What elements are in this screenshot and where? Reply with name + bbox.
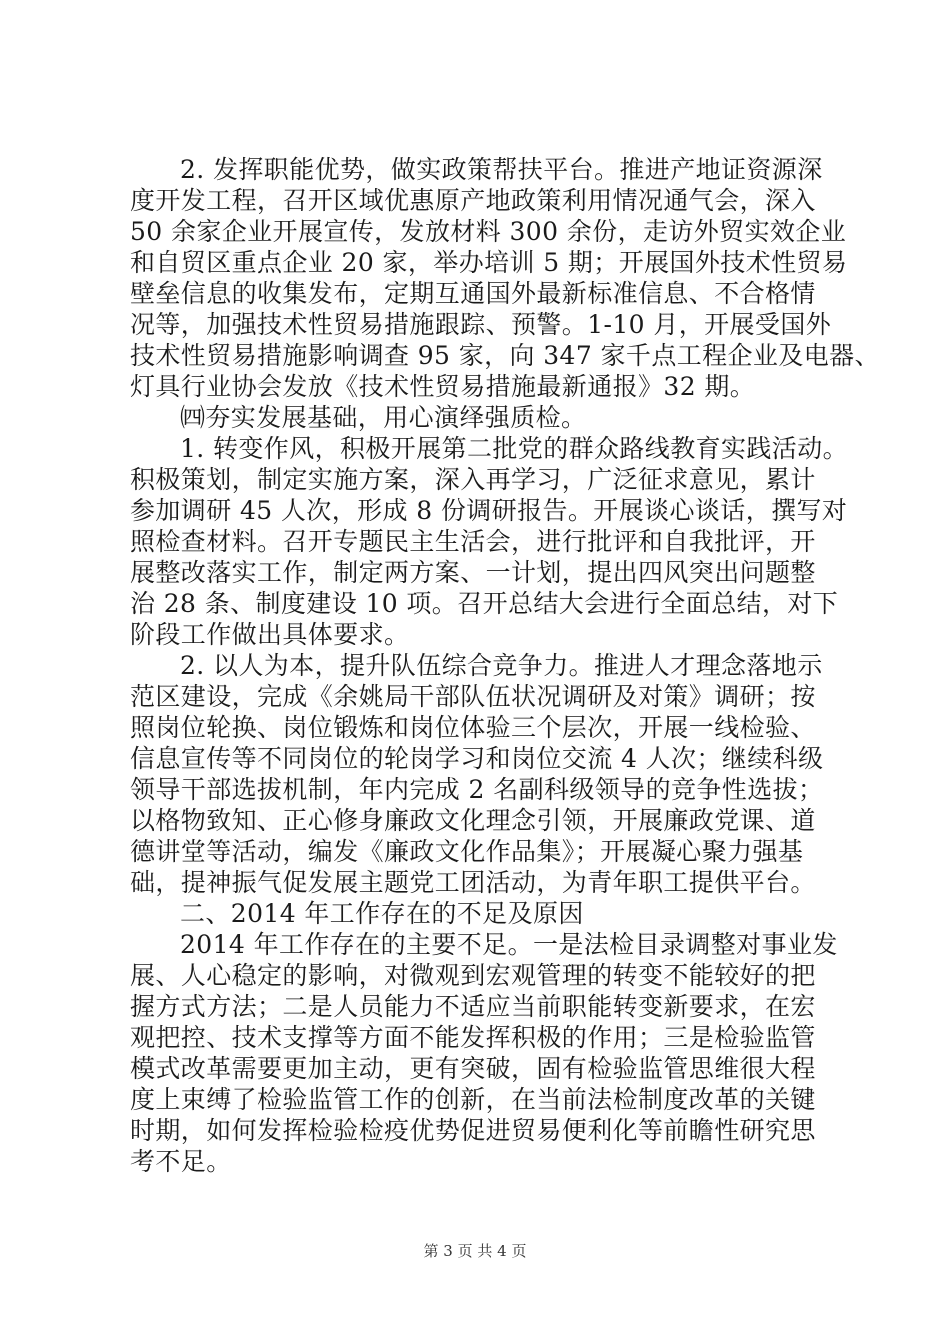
paragraph-line: 照检查材料。召开专题民主生活会，进行批评和自我批评，开 (130, 527, 816, 556)
paragraph-line: 考不足。 (130, 1147, 232, 1176)
paragraph-line: 2014 年工作存在的主要不足。一是法检目录调整对事业发 (180, 930, 838, 959)
paragraph-line: 灯具行业协会发放《技术性贸易措施最新通报》32 期。 (130, 372, 756, 401)
paragraph-line: 参加调研 45 人次，形成 8 份调研报告。开展谈心谈话，撰写对 (130, 496, 848, 525)
paragraph-line: 50 余家企业开展宣传，发放材料 300 余份，走访外贸实效企业 (130, 217, 847, 246)
document-body (130, 154, 880, 1177)
paragraph-line: 阶段工作做出具体要求。 (130, 620, 410, 649)
paragraph-line: 和自贸区重点企业 20 家，举办培训 5 期；开展国外技术性贸易 (130, 248, 848, 277)
paragraph-line: 技术性贸易措施影响调查 95 家，向 347 家千点工程企业及电器、 (130, 341, 880, 370)
paragraph-line: 照岗位轮换、岗位锻炼和岗位体验三个层次，开展一线检验、 (130, 713, 816, 742)
paragraph-line: 范区建设，完成《余姚局干部队伍状况调研及对策》调研；按 (130, 682, 816, 711)
paragraph-line: 2. 以人为本，提升队伍综合竞争力。推进人才理念落地示 (180, 651, 823, 680)
paragraph-line: 展整改落实工作，制定两方案、一计划，提出四风突出问题整 (130, 558, 816, 587)
paragraph-line: 德讲堂等活动，编发《廉政文化作品集》；开展凝心聚力强基 (130, 837, 804, 866)
paragraph-line: 度上束缚了检验监管工作的创新，在当前法检制度改革的关键 (130, 1085, 816, 1114)
paragraph-line: 积极策划，制定实施方案，深入再学习，广泛征求意见，累计 (130, 465, 816, 494)
paragraph-line: 观把控、技术支撑等方面不能发挥积极的作用；三是检验监管 (130, 1023, 816, 1052)
paragraph-line: 2. 发挥职能优势，做实政策帮扶平台。推进产地证资源深 (180, 155, 823, 184)
paragraph-line: 1. 转变作风，积极开展第二批党的群众路线教育实践活动。 (180, 434, 849, 463)
paragraph-line: 壁垒信息的收集发布，定期互通国外最新标准信息、不合格情 (130, 279, 816, 308)
paragraph-line: 展、人心稳定的影响，对微观到宏观管理的转变不能较好的把 (130, 961, 816, 990)
paragraph-line: 况等，加强技术性贸易措施跟踪、预警。1-10 月，开展受国外 (130, 310, 832, 339)
paragraph-line: 以格物致知、正心修身廉政文化理念引领，开展廉政党课、道 (130, 806, 816, 835)
page-footer: 第 3 页 共 4 页 (423, 1242, 527, 1260)
paragraph-line: 础，提神振气促发展主题党工团活动，为青年职工提供平台。 (130, 868, 816, 897)
paragraph-line: 领导干部选拔机制，年内完成 2 名副科级领导的竞争性选拔； (130, 775, 824, 804)
paragraph-line: 治 28 条、制度建设 10 项。召开总结大会进行全面总结，对下 (130, 589, 839, 618)
paragraph-line: 信息宣传等不同岗位的轮岗学习和岗位交流 4 人次；继续科级 (130, 744, 824, 773)
section-heading: 二、2014 年工作存在的不足及原因 (180, 899, 584, 928)
paragraph-line: 模式改革需要更加主动，更有突破，固有检验监管思维很大程 (130, 1054, 816, 1083)
section-heading: ㈣夯实发展基础，用心演绎强质检。 (180, 403, 587, 432)
paragraph-line: 时期，如何发挥检验检疫优势促进贸易便利化等前瞻性研究思 (130, 1116, 816, 1145)
paragraph-line: 度开发工程，召开区域优惠原产地政策利用情况通气会，深入 (130, 186, 816, 215)
paragraph-line: 握方式方法；二是人员能力不适应当前职能转变新要求，在宏 (130, 992, 816, 1021)
